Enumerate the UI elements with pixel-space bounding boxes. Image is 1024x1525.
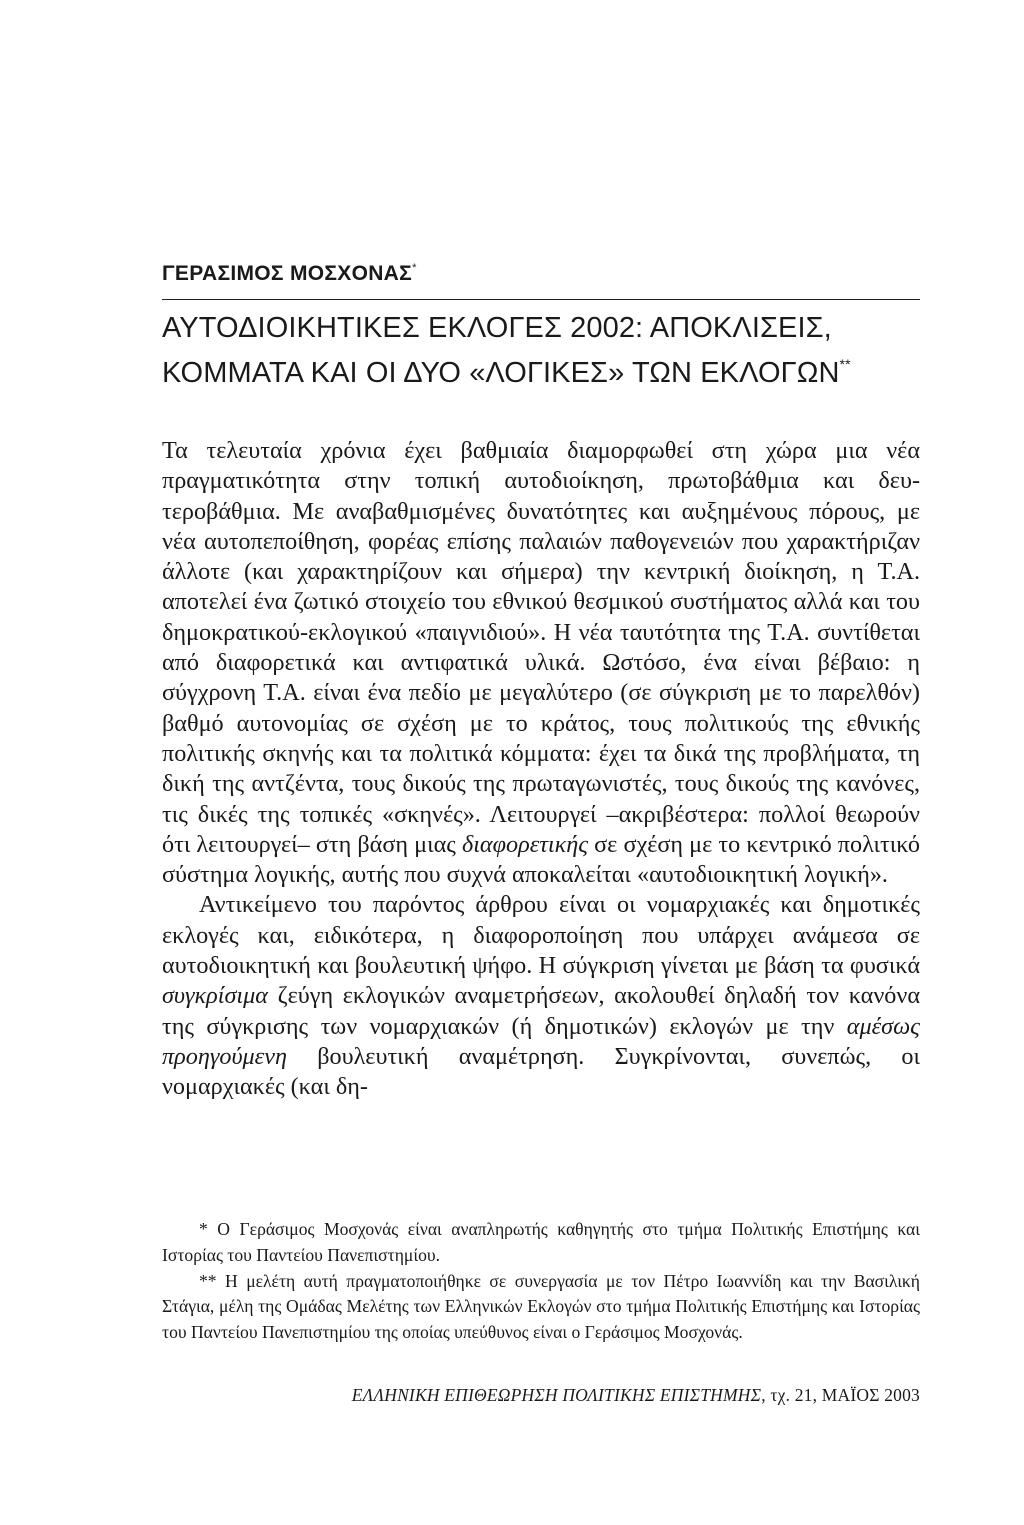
journal-footer [162, 1385, 920, 1406]
article-title [162, 310, 952, 391]
paragraph-2-text-b: ζεύγη εκλογικών αναμετρήσεων, ακολουθεί δηλαδή τον κανόνα της σύγκρισης των νομαρχιακών (ή δημοτικών) εκλογών με την [162, 982, 920, 1040]
author-name [162, 262, 417, 286]
author-footnote-mark: * [412, 262, 417, 274]
title-line-2-text: ΚΟΜΜΑΤΑ ΚΑΙ ΟΙ ΔΥΟ «ΛΟΓΙΚΕΣ» ΤΩΝ ΕΚΛΟΓΩΝ [162, 357, 840, 389]
author-name-text: ΓΕΡΑΣΙΜΟΣ ΜΟΣΧΟΝΑΣ [162, 262, 413, 285]
header-rule [162, 299, 920, 300]
journal-name: ΕΛΛΗΝΙΚΗ ΕΠΙΘΕΩΡΗΣΗ ΠΟΛΙΤΙΚΗΣ ΕΠΙΣΤΗΜΗΣ [351, 1385, 762, 1405]
title-line-1: ΑΥΤΟΔΙΟΙΚΗΤΙΚΕΣ ΕΚΛΟΓΕΣ 2002: ΑΠΟΚΛΙΣΕΙΣ, [162, 312, 832, 344]
title-line-2 [162, 346, 952, 391]
paragraph-2-emphasis-2: αμέσως προηγούμενη [162, 1012, 920, 1070]
title-footnote-mark: ** [839, 356, 851, 372]
paragraph-1-text-b: σε σχέση με το κεντρικό πολιτικό σύστημα λογικής, αυτής που συχνά αποκαλείται «αυτοδιοικητική λογική». [162, 830, 920, 889]
paragraph-1-emphasis: διαφορετικής [461, 830, 589, 858]
article-body [162, 436, 920, 1103]
paragraph-2-text-a: Αντικείμενο του παρόντος άρθρου είναι οι νομαρχιακές και δημοτικές εκλογές και, ειδικότερα, η διαφοροποίηση που υπάρχει ανάμεσα σε αυτοδιοικητική και βουλευτική ψήφο. Η σύγκριση γίνεται με βάση τα φυσικά [162, 891, 920, 980]
journal-issue: , τχ. 21, ΜΑΪΟΣ 2003 [761, 1385, 920, 1405]
footnote-author: * Ο Γεράσιμος Μοσχονάς είναι αναπληρωτής καθηγητής στο τμήμα Πολιτικής Επιστήμης και Ιστορίας του Παντείου Πανεπιστημίου. [162, 1219, 920, 1265]
paragraph-1-text-a: Τα τελευταία χρόνια έχει βαθμιαία διαμορφωθεί στη χώρα μια νέα πραγματικότητα στην τοπική αυτοδιοίκηση, πρωτοβάθμια και δευτεροβάθμια. Με αναβαθμισμένες δυνατότητες και αυξημένους πόρους, με νέα αυτοπεποίθηση, φορέας επίσης παλαιών παθογενειών που χαρακτήριζαν άλλοτε (και χαρακτηρίζουν και σήμερα) την κεντρική διοίκηση, η Τ.Α. αποτελεί ένα ζωτικό στοιχείο του εθνικού θεσμικού συστήματος αλλά και του δημοκρατικού-εκλογικού «παιγνιδιού». Η νέα ταυτότητα της Τ.Α. συντίθεται από διαφορετικά και αντιφατικά υλικά. Ωστόσο, ένα είναι βέβαιο: η σύγχρονη Τ.Α. είναι ένα πεδίο με μεγαλύτερο (σε σύγκριση με το παρελθόν) βαθμό αυτονομίας σε σχέση με το κράτος, τους πολιτικούς της εθνικής πολιτικής σκηνής και τα πολιτικά κόμματα: έχει τα δικά της προβλήματα, τη δική της αντζέντα, τους δικούς της πρωταγωνιστές, τους δικούς της κανόνες, τις δικές της τοπικές «σκηνές». Λειτουργεί –ακριβέστερα: πολλοί θεωρούν ότι λειτουργεί– στη βάση μιας [162, 437, 920, 858]
paragraph-2-text-c: βουλευτική αναμέτρηση. Συγκρίνονται, συνεπώς, οι νομαρχιακές (και δη- [162, 1042, 920, 1101]
paragraph-2-emphasis-1: συγκρίσιμα [162, 982, 268, 1010]
footnote-study: ** Η μελέτη αυτή πραγματοποιήθηκε σε συνεργασία με τον Πέτρο Ιωαννίδη και την Βασιλική Στάγια, μέλη της Ομάδας Μελέτης των Ελληνικών Εκλογών στο τμήμα Πολιτικής Επιστήμης και Ιστορίας του Παντείου Πανεπιστημίου της οποίας υπεύθυνος είναι ο Γεράσιμος Μοσχονάς. [162, 1270, 920, 1343]
paragraph-1 [162, 436, 920, 890]
footnotes [162, 1217, 920, 1346]
paragraph-2 [162, 890, 920, 1102]
